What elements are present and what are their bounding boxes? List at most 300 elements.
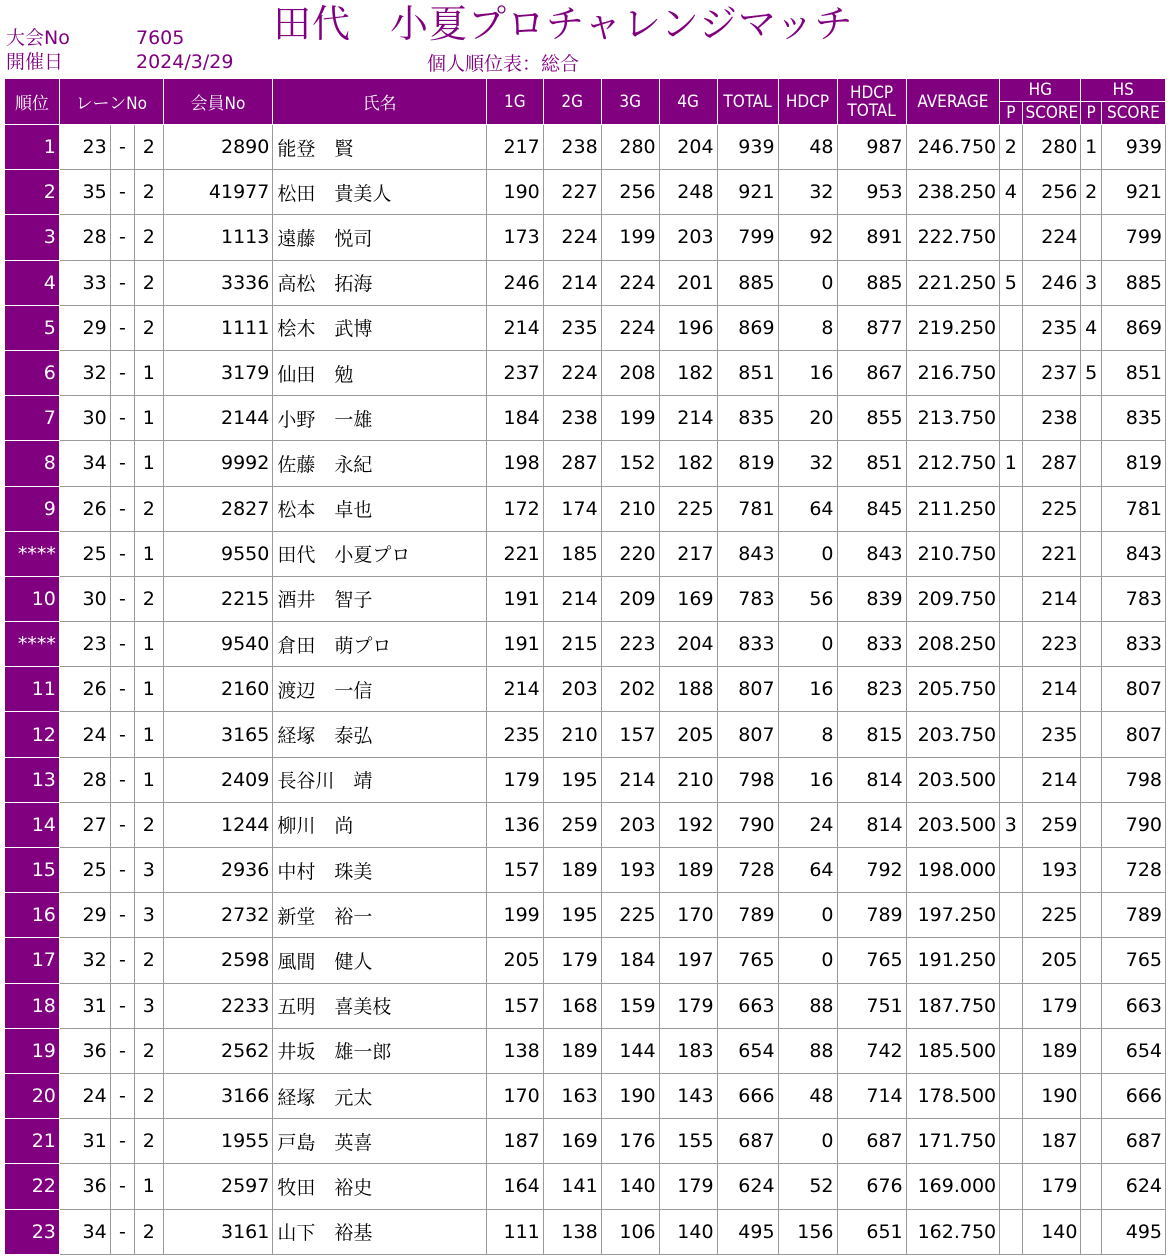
rank-cell: ****	[5, 531, 60, 576]
lane-cell: 34	[59, 1209, 110, 1254]
hdcp-total: 953	[837, 170, 906, 215]
rank-cell: 17	[5, 938, 60, 983]
average-score: 169.000	[906, 1164, 1000, 1209]
hs-score: 799	[1101, 215, 1165, 260]
rank-cell: 21	[5, 1119, 60, 1164]
average-score: 211.250	[906, 486, 1000, 531]
game2-score: 235	[543, 305, 601, 350]
lane-dash: -	[110, 531, 134, 576]
page-title: 田代 小夏プロチャレンジマッチ	[273, 2, 854, 46]
member-no: 2144	[163, 396, 273, 441]
col-lane: レーンNo	[59, 79, 163, 125]
hs-place	[1081, 667, 1101, 712]
hdcp-total: 867	[837, 350, 906, 395]
game3-score: 159	[601, 983, 659, 1028]
average-score: 209.750	[906, 576, 1000, 621]
member-no: 2160	[163, 667, 273, 712]
table-row	[5, 1164, 1166, 1209]
hdcp-total: 851	[837, 441, 906, 486]
average-score: 208.250	[906, 622, 1000, 667]
lane-pos: 1	[135, 396, 163, 441]
rank-cell: 23	[5, 1209, 60, 1254]
total-score: 663	[717, 983, 778, 1028]
game4-score: 214	[659, 396, 717, 441]
game2-score: 195	[543, 893, 601, 938]
date-value: 2024/3/29	[136, 51, 234, 73]
member-no: 1955	[163, 1119, 273, 1164]
date-row	[6, 50, 233, 74]
average-score: 221.250	[906, 260, 1000, 305]
game3-score: 193	[601, 848, 659, 893]
game3-score: 152	[601, 441, 659, 486]
player-name: 小野 一雄	[273, 396, 486, 441]
lane-dash: -	[110, 486, 134, 531]
hs-place: 3	[1081, 260, 1101, 305]
player-name: 柳川 尚	[273, 802, 486, 847]
total-score: 939	[717, 125, 778, 170]
rank-cell: 6	[5, 350, 60, 395]
hdcp-value: 0	[778, 531, 837, 576]
player-name: 戸島 英喜	[273, 1119, 486, 1164]
lane-dash: -	[110, 1119, 134, 1164]
player-name: 風間 健人	[273, 938, 486, 983]
lane-pos: 3	[135, 983, 163, 1028]
game4-score: 196	[659, 305, 717, 350]
total-score: 495	[717, 1209, 778, 1254]
hg-score: 179	[1022, 1164, 1081, 1209]
game3-score: 210	[601, 486, 659, 531]
rank-cell: 2	[5, 170, 60, 215]
hdcp-value: 64	[778, 486, 837, 531]
table-row	[5, 622, 1166, 667]
total-score: 781	[717, 486, 778, 531]
hdcp-total: 891	[837, 215, 906, 260]
hdcp-total: 792	[837, 848, 906, 893]
average-score: 210.750	[906, 531, 1000, 576]
table-row	[5, 260, 1166, 305]
game4-score: 143	[659, 1073, 717, 1118]
hs-score: 765	[1101, 938, 1165, 983]
hs-place	[1081, 1073, 1101, 1118]
hs-place: 2	[1081, 170, 1101, 215]
player-name: 桧木 武博	[273, 305, 486, 350]
member-no: 2233	[163, 983, 273, 1028]
rank-cell: 15	[5, 848, 60, 893]
member-no: 3161	[163, 1209, 273, 1254]
hg-score: 259	[1022, 802, 1081, 847]
hdcp-total: 714	[837, 1073, 906, 1118]
lane-pos: 2	[135, 215, 163, 260]
game4-score: 155	[659, 1119, 717, 1164]
total-score: 765	[717, 938, 778, 983]
game1-score: 235	[486, 712, 543, 757]
col-hg-score: SCORE	[1022, 102, 1081, 125]
rank-cell: 4	[5, 260, 60, 305]
hg-score: 190	[1022, 1073, 1081, 1118]
hg-place	[1000, 893, 1022, 938]
lane-pos: 2	[135, 802, 163, 847]
player-name: 酒井 智子	[273, 576, 486, 621]
hs-place	[1081, 576, 1101, 621]
hg-score: 256	[1022, 170, 1081, 215]
player-name: 仙田 勉	[273, 350, 486, 395]
lane-dash: -	[110, 396, 134, 441]
game1-score: 214	[486, 305, 543, 350]
hg-score: 179	[1022, 983, 1081, 1028]
hdcp-total: 751	[837, 983, 906, 1028]
member-no: 9992	[163, 441, 273, 486]
lane-pos: 3	[135, 848, 163, 893]
col-g4: 4G	[659, 79, 717, 125]
hdcp-value: 56	[778, 576, 837, 621]
hdcp-value: 20	[778, 396, 837, 441]
hs-place	[1081, 441, 1101, 486]
hg-place: 4	[1000, 170, 1022, 215]
game4-score: 169	[659, 576, 717, 621]
hg-place	[1000, 757, 1022, 802]
player-name: 遠藤 悦司	[273, 215, 486, 260]
hg-score: 237	[1022, 350, 1081, 395]
total-score: 807	[717, 667, 778, 712]
lane-dash: -	[110, 667, 134, 712]
hs-score: 654	[1101, 1028, 1165, 1073]
hdcp-total: 742	[837, 1028, 906, 1073]
lane-cell: 24	[59, 1073, 110, 1118]
hg-place	[1000, 1164, 1022, 1209]
hs-place	[1081, 215, 1101, 260]
game1-score: 190	[486, 170, 543, 215]
game4-score: 192	[659, 802, 717, 847]
rank-cell: 22	[5, 1164, 60, 1209]
game4-score: 203	[659, 215, 717, 260]
hs-score: 869	[1101, 305, 1165, 350]
average-score: 219.250	[906, 305, 1000, 350]
total-score: 798	[717, 757, 778, 802]
hg-place	[1000, 983, 1022, 1028]
lane-cell: 30	[59, 576, 110, 621]
game4-score: 204	[659, 125, 717, 170]
game4-score: 201	[659, 260, 717, 305]
game2-score: 185	[543, 531, 601, 576]
hg-score: 214	[1022, 667, 1081, 712]
game4-score: 188	[659, 667, 717, 712]
game4-score: 197	[659, 938, 717, 983]
lane-dash: -	[110, 1073, 134, 1118]
hg-place	[1000, 486, 1022, 531]
hg-place	[1000, 1028, 1022, 1073]
total-score: 843	[717, 531, 778, 576]
rank-cell: 20	[5, 1073, 60, 1118]
game3-score: 199	[601, 396, 659, 441]
lane-pos: 2	[135, 1028, 163, 1073]
hdcp-value: 0	[778, 622, 837, 667]
game1-score: 172	[486, 486, 543, 531]
game1-score: 157	[486, 983, 543, 1028]
rank-cell: 1	[5, 125, 60, 170]
rank-cell: 16	[5, 893, 60, 938]
game3-score: 208	[601, 350, 659, 395]
average-score: 178.500	[906, 1073, 1000, 1118]
lane-cell: 25	[59, 848, 110, 893]
game2-score: 224	[543, 215, 601, 260]
table-row	[5, 667, 1166, 712]
hdcp-value: 48	[778, 125, 837, 170]
lane-cell: 26	[59, 667, 110, 712]
hs-score: 624	[1101, 1164, 1165, 1209]
hg-score: 225	[1022, 893, 1081, 938]
hdcp-value: 0	[778, 1119, 837, 1164]
hs-score: 819	[1101, 441, 1165, 486]
hdcp-value: 16	[778, 667, 837, 712]
lane-cell: 36	[59, 1164, 110, 1209]
member-no: 3336	[163, 260, 273, 305]
game1-score: 237	[486, 350, 543, 395]
hg-score: 235	[1022, 305, 1081, 350]
hdcp-total: 843	[837, 531, 906, 576]
game4-score: 140	[659, 1209, 717, 1254]
game4-score: 182	[659, 350, 717, 395]
hdcp-total: 877	[837, 305, 906, 350]
hdcp-total: 823	[837, 667, 906, 712]
hg-place	[1000, 667, 1022, 712]
hg-score: 223	[1022, 622, 1081, 667]
hg-score: 221	[1022, 531, 1081, 576]
hs-score: 807	[1101, 667, 1165, 712]
game3-score: 220	[601, 531, 659, 576]
game1-score: 221	[486, 531, 543, 576]
average-score: 171.750	[906, 1119, 1000, 1164]
hg-place	[1000, 1209, 1022, 1254]
total-score: 789	[717, 893, 778, 938]
table-row	[5, 757, 1166, 802]
game2-score: 169	[543, 1119, 601, 1164]
player-name: 佐藤 永紀	[273, 441, 486, 486]
lane-dash: -	[110, 938, 134, 983]
table-row	[5, 305, 1166, 350]
player-name: 新堂 裕一	[273, 893, 486, 938]
hs-place	[1081, 802, 1101, 847]
col-hs-p: P	[1081, 102, 1101, 125]
game3-score: 256	[601, 170, 659, 215]
game4-score: 210	[659, 757, 717, 802]
hg-score: 187	[1022, 1119, 1081, 1164]
table-row	[5, 441, 1166, 486]
hs-score: 663	[1101, 983, 1165, 1028]
game1-score: 198	[486, 441, 543, 486]
table-row	[5, 712, 1166, 757]
total-score: 819	[717, 441, 778, 486]
total-score: 687	[717, 1119, 778, 1164]
total-score: 799	[717, 215, 778, 260]
game2-score: 259	[543, 802, 601, 847]
rank-cell: 9	[5, 486, 60, 531]
hs-place: 1	[1081, 125, 1101, 170]
hs-score: 666	[1101, 1073, 1165, 1118]
game4-score: 170	[659, 893, 717, 938]
member-no: 1244	[163, 802, 273, 847]
hs-place	[1081, 893, 1101, 938]
hs-place	[1081, 757, 1101, 802]
game1-score: 164	[486, 1164, 543, 1209]
hs-score: 687	[1101, 1119, 1165, 1164]
col-hg: HG	[1000, 79, 1081, 102]
lane-cell: 27	[59, 802, 110, 847]
hg-place	[1000, 396, 1022, 441]
lane-pos: 2	[135, 1209, 163, 1254]
game2-score: 214	[543, 576, 601, 621]
game4-score: 225	[659, 486, 717, 531]
table-row	[5, 802, 1166, 847]
table-row	[5, 848, 1166, 893]
hg-place: 5	[1000, 260, 1022, 305]
lane-dash: -	[110, 983, 134, 1028]
standings-table	[4, 78, 1166, 1255]
col-g3: 3G	[601, 79, 659, 125]
game3-score: 190	[601, 1073, 659, 1118]
member-no: 3165	[163, 712, 273, 757]
average-score: 238.250	[906, 170, 1000, 215]
lane-pos: 1	[135, 622, 163, 667]
member-no: 2409	[163, 757, 273, 802]
average-score: 205.750	[906, 667, 1000, 712]
rank-cell: 7	[5, 396, 60, 441]
hdcp-value: 88	[778, 1028, 837, 1073]
game2-score: 195	[543, 757, 601, 802]
member-no: 2215	[163, 576, 273, 621]
rank-cell: 10	[5, 576, 60, 621]
hg-place	[1000, 848, 1022, 893]
game1-score: 191	[486, 622, 543, 667]
hg-place	[1000, 938, 1022, 983]
hs-place: 5	[1081, 350, 1101, 395]
hg-score: 287	[1022, 441, 1081, 486]
game1-score: 136	[486, 802, 543, 847]
average-score: 197.250	[906, 893, 1000, 938]
lane-dash: -	[110, 260, 134, 305]
tournament-info	[6, 26, 233, 74]
hg-score: 193	[1022, 848, 1081, 893]
hg-place	[1000, 1073, 1022, 1118]
hdcp-value: 8	[778, 305, 837, 350]
total-score: 851	[717, 350, 778, 395]
hs-score: 851	[1101, 350, 1165, 395]
lane-cell: 24	[59, 712, 110, 757]
average-score: 222.750	[906, 215, 1000, 260]
table-row	[5, 125, 1166, 170]
lane-cell: 23	[59, 125, 110, 170]
game1-score: 205	[486, 938, 543, 983]
member-no: 3179	[163, 350, 273, 395]
game4-score: 217	[659, 531, 717, 576]
hs-place	[1081, 396, 1101, 441]
hg-score: 224	[1022, 215, 1081, 260]
rank-cell: 11	[5, 667, 60, 712]
rank-cell: 12	[5, 712, 60, 757]
lane-dash: -	[110, 1209, 134, 1254]
game4-score: 204	[659, 622, 717, 667]
table-row	[5, 983, 1166, 1028]
hdcp-value: 92	[778, 215, 837, 260]
lane-pos: 3	[135, 893, 163, 938]
rank-cell: 14	[5, 802, 60, 847]
total-score: 833	[717, 622, 778, 667]
hs-score: 789	[1101, 893, 1165, 938]
game4-score: 182	[659, 441, 717, 486]
player-name: 松本 卓也	[273, 486, 486, 531]
table-row	[5, 396, 1166, 441]
player-name: 高松 拓海	[273, 260, 486, 305]
hg-place	[1000, 1119, 1022, 1164]
lane-cell: 32	[59, 938, 110, 983]
average-score: 246.750	[906, 125, 1000, 170]
lane-pos: 2	[135, 170, 163, 215]
total-score: 807	[717, 712, 778, 757]
lane-cell: 29	[59, 305, 110, 350]
game2-score: 287	[543, 441, 601, 486]
total-score: 790	[717, 802, 778, 847]
lane-pos: 1	[135, 441, 163, 486]
rank-cell: 8	[5, 441, 60, 486]
hs-place	[1081, 1209, 1101, 1254]
player-name: 能登 賢	[273, 125, 486, 170]
lane-pos: 2	[135, 125, 163, 170]
player-name: 五明 喜美枝	[273, 983, 486, 1028]
game2-score: 168	[543, 983, 601, 1028]
average-score: 203.500	[906, 802, 1000, 847]
lane-dash: -	[110, 893, 134, 938]
average-score: 191.250	[906, 938, 1000, 983]
hg-score: 189	[1022, 1028, 1081, 1073]
lane-pos: 1	[135, 712, 163, 757]
game3-score: 144	[601, 1028, 659, 1073]
member-no: 2890	[163, 125, 273, 170]
hs-place	[1081, 1164, 1101, 1209]
game2-score: 141	[543, 1164, 601, 1209]
col-g1: 1G	[486, 79, 543, 125]
total-score: 835	[717, 396, 778, 441]
game3-score: 140	[601, 1164, 659, 1209]
lane-dash: -	[110, 350, 134, 395]
hdcp-total: 833	[837, 622, 906, 667]
game2-score: 179	[543, 938, 601, 983]
game1-score: 111	[486, 1209, 543, 1254]
lane-dash: -	[110, 757, 134, 802]
hs-score: 921	[1101, 170, 1165, 215]
lane-pos: 1	[135, 667, 163, 712]
hs-place	[1081, 938, 1101, 983]
lane-cell: 23	[59, 622, 110, 667]
table-row	[5, 1209, 1166, 1254]
average-score: 187.750	[906, 983, 1000, 1028]
lane-pos: 2	[135, 260, 163, 305]
lane-pos: 1	[135, 531, 163, 576]
hs-place	[1081, 983, 1101, 1028]
game3-score: 224	[601, 305, 659, 350]
game1-score: 217	[486, 125, 543, 170]
game3-score: 214	[601, 757, 659, 802]
hs-score: 781	[1101, 486, 1165, 531]
total-score: 666	[717, 1073, 778, 1118]
hs-score: 939	[1101, 125, 1165, 170]
date-label: 開催日	[6, 51, 64, 73]
total-score: 869	[717, 305, 778, 350]
hs-score: 783	[1101, 576, 1165, 621]
col-g2: 2G	[543, 79, 601, 125]
lane-pos: 2	[135, 938, 163, 983]
hg-score: 280	[1022, 125, 1081, 170]
game3-score: 203	[601, 802, 659, 847]
game1-score: 214	[486, 667, 543, 712]
